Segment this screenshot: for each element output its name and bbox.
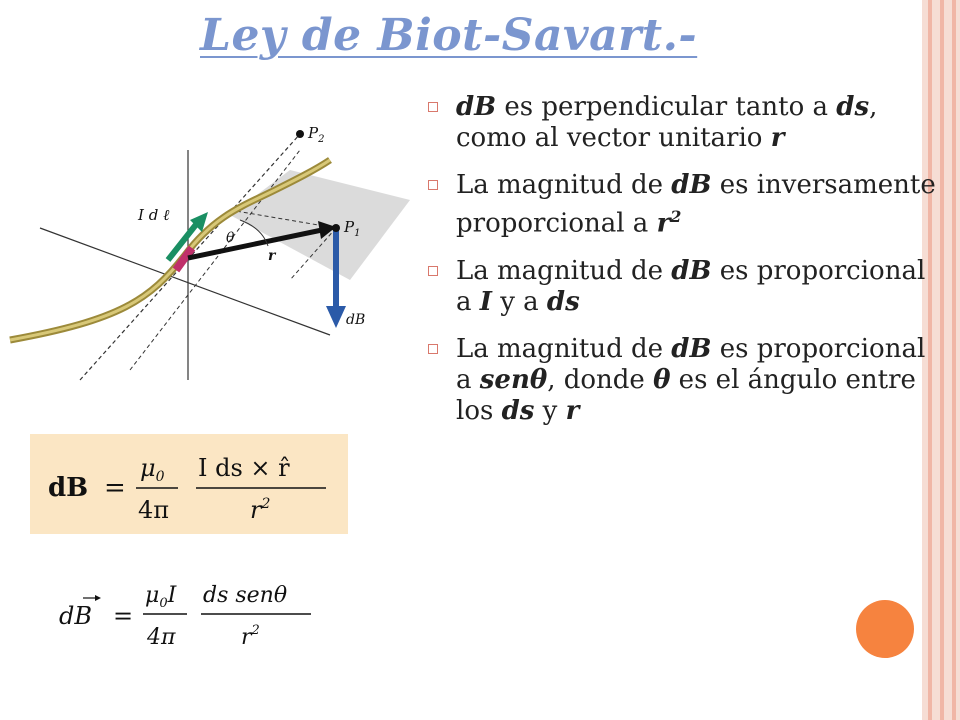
formula2-mu-I: I	[167, 583, 177, 608]
b3-term-ds: ds	[546, 286, 580, 317]
b2-text-2: es inversamente proporcional a	[456, 170, 936, 239]
b1-term-ds: ds	[836, 92, 870, 122]
b2-term-exp: 2	[670, 207, 682, 226]
label-theta: θ	[226, 230, 235, 246]
b4-term-theta-2: θ	[653, 364, 671, 395]
formula2-mu-base: μ	[145, 583, 160, 608]
b1-term-r: r	[770, 123, 785, 153]
slide-title: Ley de Biot-Savart.-	[200, 10, 698, 61]
b4-text-3: , donde	[547, 364, 654, 395]
formula-lhs: dB	[48, 473, 89, 503]
b2-term-dB: dB	[671, 170, 712, 200]
label-db: dB	[346, 312, 366, 328]
formula2-mu-sub: 0	[159, 596, 168, 611]
label-p1-base: P	[344, 218, 355, 236]
border-stripe-line-3	[952, 0, 956, 720]
formula-mu-sub: 0	[155, 469, 165, 485]
label-p1-sub: 1	[354, 228, 361, 239]
bullet-list	[420, 92, 940, 443]
b2-text-1: La magnitud de	[456, 170, 672, 200]
bullet-marker	[428, 102, 438, 112]
bullet-marker	[428, 344, 438, 354]
accent-circle	[856, 600, 914, 658]
formula2-vec-arrowhead	[95, 595, 101, 601]
bullet-item-2	[420, 170, 940, 240]
b4-text-2: es proporcional a	[456, 333, 926, 395]
db-arrowhead	[326, 306, 346, 328]
wire-highlight	[10, 160, 330, 340]
b4-text-5: y	[534, 395, 566, 426]
b4-term-theta-1: θ	[529, 364, 548, 395]
b3-text-1: La magnitud de	[456, 255, 672, 286]
formula2-den-exp: 2	[251, 623, 260, 638]
b1-text-1: es perpendicular tanto a	[496, 92, 837, 122]
b4-term-ds: ds	[501, 395, 535, 426]
b3-text-3: y a	[491, 286, 547, 317]
b2-term-r: r	[656, 208, 671, 239]
formula-sen	[55, 572, 325, 662]
label-r: r	[268, 248, 276, 264]
formula2-mu	[145, 583, 178, 611]
b1-term-dB: dB	[456, 92, 497, 122]
b3-term-dB: dB	[671, 255, 712, 286]
b1-text-2: , como al vector unitario	[456, 92, 878, 153]
biot-savart-diagram	[0, 110, 420, 410]
bullet-item-3	[420, 256, 940, 318]
formula-equals: =	[104, 473, 126, 503]
label-p2-sub: 2	[318, 134, 325, 145]
b4-term-r: r	[565, 395, 580, 426]
formula2-den	[241, 623, 260, 650]
b3-text-2: es proporcional a	[456, 255, 926, 317]
b4-text-4: es el ángulo entre los	[456, 364, 916, 426]
formula2-num: ds senθ	[203, 583, 288, 608]
formula2-den-base: r	[241, 625, 252, 650]
point-p1	[332, 224, 340, 232]
bullet-item-4	[420, 334, 940, 427]
formula-four-pi: 4π	[138, 496, 170, 524]
b4-term-dB: dB	[671, 333, 712, 364]
formula-denominator-exp: 2	[261, 496, 271, 512]
label-p2	[307, 124, 324, 145]
point-p2	[296, 130, 304, 138]
formula-mu-base: μ	[140, 454, 156, 482]
formula-denominator	[250, 496, 270, 524]
b4-text-1: La magnitud de	[456, 333, 672, 364]
formula2-four-pi: 4π	[147, 625, 176, 650]
b4-term-sen: sen	[479, 364, 530, 395]
formula-denominator-base: r	[250, 496, 262, 524]
formula-mu	[140, 454, 165, 485]
label-idl: I d ℓ	[138, 206, 170, 224]
formula-box-svg	[30, 434, 348, 534]
bullet-item-1	[420, 92, 940, 154]
bullet-marker	[428, 266, 438, 276]
formula-box	[30, 434, 348, 534]
formula2-lhs: dB	[59, 602, 92, 630]
formula2-equals: =	[113, 602, 134, 630]
bullet-marker	[428, 180, 438, 190]
formula-numerator: I ds × r̂	[198, 454, 290, 482]
label-p2-base: P	[308, 124, 319, 142]
border-stripe-line-2	[940, 0, 944, 720]
b3-term-I: I	[479, 286, 492, 317]
